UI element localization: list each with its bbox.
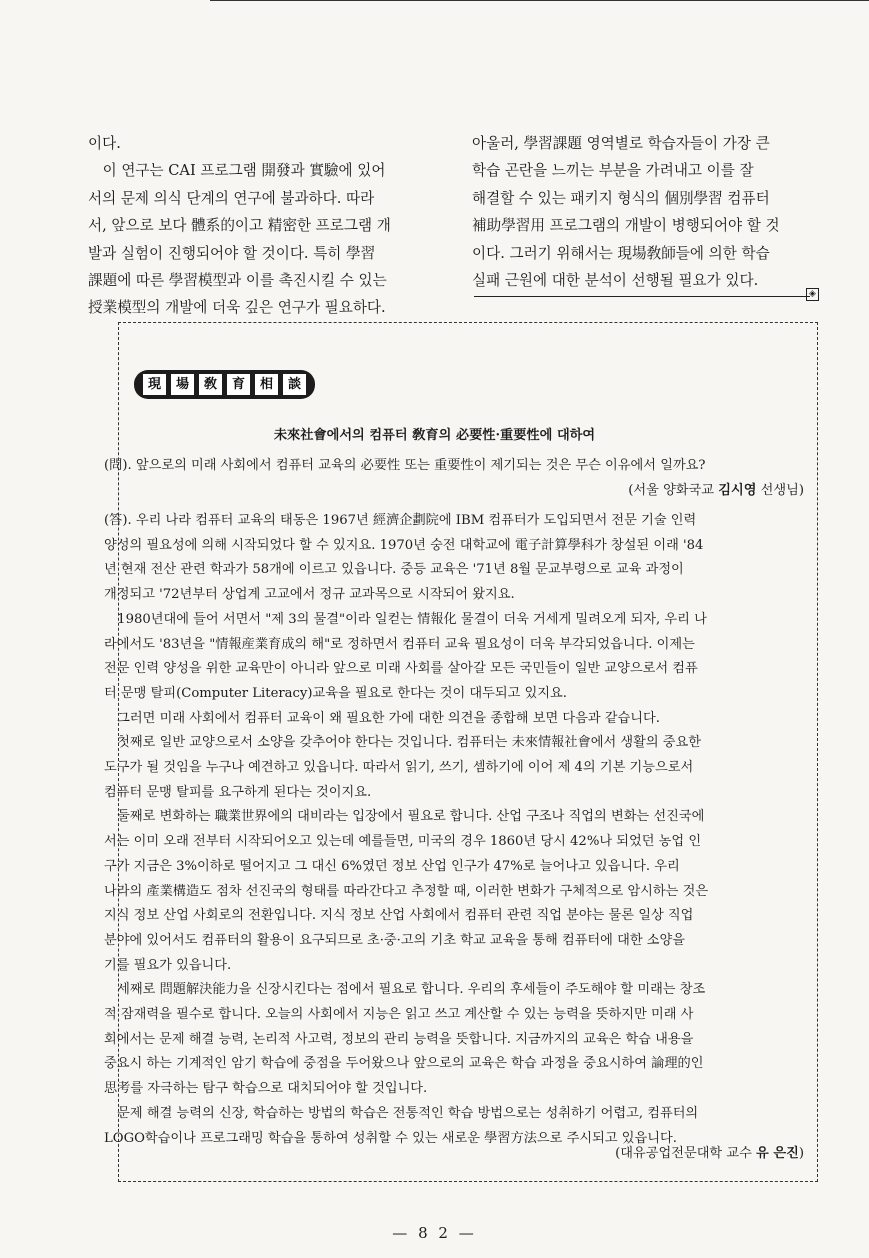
question-text: (問). 앞으로의 미래 사회에서 컴퓨터 교육의 必要性 또는 重要性이 제기되는 것은 무슨 이유에서 일까요? xyxy=(104,458,706,473)
author-credit xyxy=(104,1142,804,1161)
answer-line: 문제 해결 능력의 신장, 학습하는 방법의 학습은 전통적인 학습 방법으로는 성취하기 어렵고, 컴퓨터의 xyxy=(104,1105,699,1121)
answer-line: 컴퓨터 문맹 탈피를 요구하게 된다는 것이지요. xyxy=(104,784,372,800)
top-rule xyxy=(210,0,869,1)
badge-char: 敎 xyxy=(198,373,223,396)
answer-line: 나라의 產業構造도 점차 선진국의 형태를 따라간다고 추정할 때, 이러한 변화가 구체적으로 암시하는 것은 xyxy=(104,883,709,899)
answer-block xyxy=(104,509,824,1151)
badge-char: 育 xyxy=(226,373,251,396)
answer-line: 思考를 자극하는 탐구 학습으로 대치되어야 할 것입니다. xyxy=(104,1081,428,1097)
badge-char: 談 xyxy=(282,373,307,396)
left-line: 이 연구는 CAI 프로그램 開發과 實驗에 있어 xyxy=(88,162,386,180)
answer-line: 개정되고 '72년부터 상업계 고교에서 정규 교과목으로 시작되어 왔지요. xyxy=(104,587,515,603)
answer-line: (答). 우리 나라 컴퓨터 교육의 태동은 1967년 經濟企劃院에 IBM 컴퓨터가 도입되면서 전문 기술 인력 xyxy=(104,513,697,528)
left-line: 授業模型의 개발에 더욱 깊은 연구가 필요하다. xyxy=(88,299,386,317)
answer-line: 터 문맹 탈피(Computer Literacy)교육을 필요로 한다는 것이 대두되고 있지요. xyxy=(104,685,567,701)
left-line: 서, 앞으로 보다 體系的이고 精密한 프로그램 개 xyxy=(88,217,391,235)
author-suffix: ) xyxy=(798,1146,804,1161)
asker-suffix: 선생님) xyxy=(756,482,804,498)
answer-line: 1980년대에 들어 서면서 "제 3의 물결"이라 일컫는 情報化 물결이 더욱 거세게 밀려오게 되자, 우리 나 xyxy=(104,611,707,627)
section-badge xyxy=(134,370,315,399)
answer-line: 둘째로 변화하는 職業世界에의 대비라는 입장에서 필요로 합니다. 산업 구조나 직업의 변화는 선진국에 xyxy=(104,809,705,825)
right-line: 이다. 그러기 위해서는 現場敎師들에 의한 학습 xyxy=(472,244,770,262)
answer-line: 라에서도 '83년을 "情報産業育成의 해"로 정하면서 컴퓨터 교육 필요성이 더욱 부각되었읍니다. 이제는 xyxy=(104,636,695,652)
answer-line: 도구가 될 것임을 누구나 예견하고 있읍니다. 따라서 읽기, 쓰기, 셈하기에 이어 제 4의 기본 기능으로서 xyxy=(104,760,694,776)
end-mark-icon: ◈ xyxy=(806,288,819,301)
question-asker xyxy=(104,479,824,504)
answer-line: 기를 필요가 있읍니다. xyxy=(104,957,232,973)
right-line: 학습 곤란을 느끼는 부분을 가려내고 이를 잘 xyxy=(472,162,754,180)
answer-line: 년 현재 전산 관련 학과가 58개에 이르고 있읍니다. 중등 교육은 '71년 8월 문교부령으로 교육 과정이 xyxy=(104,562,684,578)
left-line: 이다. xyxy=(88,135,121,152)
answer-line: 첫째로 일반 교양으로서 소양을 갖추어야 한다는 것입니다. 컴퓨터는 未來情報社會에서 생활의 중요한 xyxy=(104,735,702,751)
answer-line: 전문 인력 양성을 위한 교육만이 아니라 앞으로 미래 사회를 살아갈 모든 국민들이 일반 교양으로서 컴퓨 xyxy=(104,661,698,677)
question-block xyxy=(104,454,824,503)
answer-line: 지식 정보 산업 사회로의 전환입니다. 지식 정보 산업 사회에서 컴퓨터 관련 직업 분야는 물론 일상 직업 xyxy=(104,908,694,924)
answer-line: 세째로 問題解決能力을 신장시킨다는 점에서 필요로 합니다. 우리의 후세들이 주도해야 할 미래는 창조 xyxy=(104,982,706,998)
left-line: 서의 문제 의식 단계의 연구에 불과하다. 따라 xyxy=(88,189,375,207)
answer-line: 구가 지금은 3%이하로 떨어지고 그 대신 6%였던 정보 산업 인구가 47%로 늘어나고 있읍니다. 우리 xyxy=(104,858,680,874)
answer-line: 양성의 필요성에 의해 시작되었다 할 수 있지요. 1970년 숭전 대학교에 電子計算學科가 창설된 이래 '84 xyxy=(104,537,704,553)
asker-name: 김시영 xyxy=(718,482,757,498)
right-line: 해결할 수 있는 패키지 형식의 個別學習 컴퓨터 xyxy=(472,189,770,207)
answer-line: 그러면 미래 사회에서 컴퓨터 교육이 왜 필요한 가에 대한 의견을 종합해 보면 다음과 같습니다. xyxy=(104,710,660,726)
badge-char: 相 xyxy=(254,373,279,396)
article-end-rule xyxy=(474,296,810,297)
left-line: 발과 실험이 진행되어야 할 것이다. 특히 學習 xyxy=(88,244,376,262)
right-line: 補助學習用 프로그램의 개발이 병행되어야 할 것 xyxy=(472,217,780,235)
article-title: 未來社會에서의 컴퓨터 敎育의 必要性·重要性에 대하여 xyxy=(273,428,596,443)
right-column xyxy=(472,130,838,294)
right-line: 실패 근원에 대한 분석이 선행될 필요가 있다. xyxy=(472,272,759,290)
asker-prefix: (서울 양화국교 xyxy=(628,482,719,498)
answer-line: 적 잠재력을 필수로 합니다. 오늘의 사회에서 지능은 읽고 쓰고 계산할 수 있는 능력을 뜻하지만 미래 사 xyxy=(104,1007,694,1023)
answer-line: 분야에 있어서도 컴퓨터의 활용이 요구되므로 초·중·고의 기초 학교 교육을 통해 컴퓨터에 대한 소양을 xyxy=(104,932,685,948)
answer-line: 중요시 하는 기계적인 암기 학습에 중점을 두어왔으나 앞으로의 교육은 학습 과정을 중요시하여 論理的인 xyxy=(104,1056,704,1072)
answer-line: 서는 이미 오래 전부터 시작되어오고 있는데 예를들면, 미국의 경우 1860년 당시 42%나 되었던 농업 인 xyxy=(104,834,702,850)
left-column xyxy=(88,130,454,322)
badge-char: 現 xyxy=(142,373,167,396)
answer-line: 회에서는 문제 해결 능력, 논리적 사고력, 정보의 관리 능력을 뜻합니다. 지금까지의 교육은 학습 내용을 xyxy=(104,1031,694,1047)
author-prefix: (대유공업전문대학 교수 xyxy=(615,1146,757,1161)
page-number: — 8 2 — xyxy=(392,1224,477,1242)
badge-char: 場 xyxy=(170,373,195,396)
answer-line: LOGO학습이나 프로그래밍 학습을 통하여 성취할 수 있는 새로운 學習方法으로 주시되고 있읍니다. xyxy=(104,1130,677,1146)
right-line: 아울러, 學習課題 영역별로 학습자들이 가장 큰 xyxy=(472,135,770,152)
left-line: 課題에 따른 學習模型과 이를 촉진시킬 수 있는 xyxy=(88,272,387,290)
author-name: 유 은진 xyxy=(756,1146,799,1161)
